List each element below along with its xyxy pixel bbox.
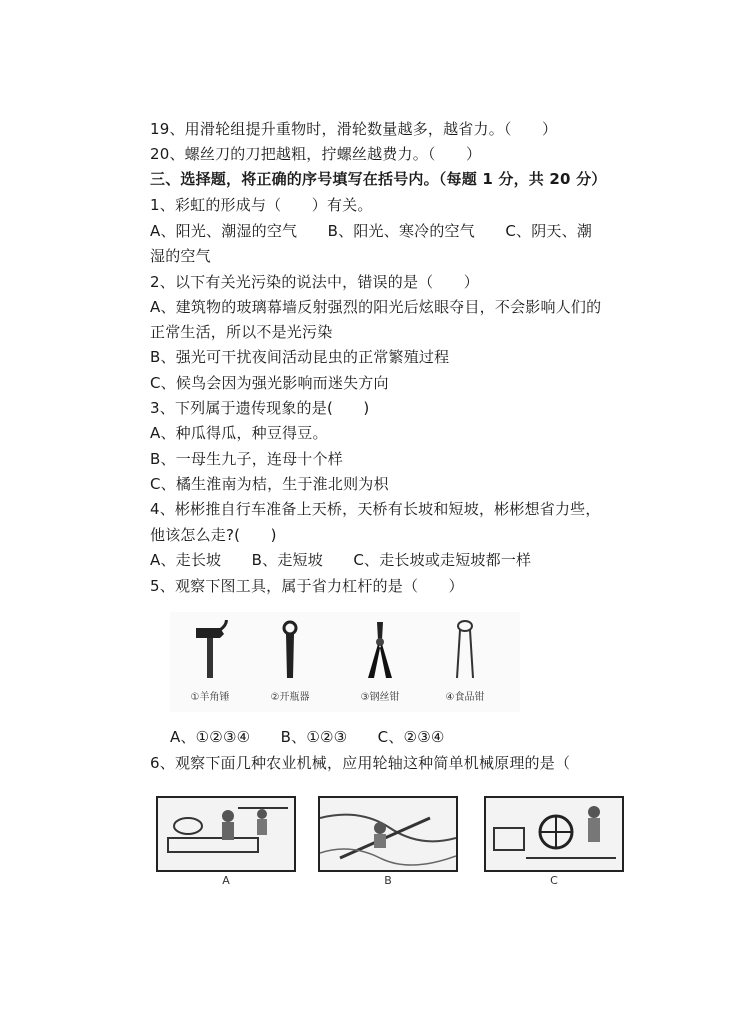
tool-caption: ②开瓶器 bbox=[270, 692, 310, 703]
machine-b-label: B bbox=[384, 874, 392, 887]
choice-3-option-c: C、橘生淮南为桔，生于淮北则为枳 bbox=[150, 475, 389, 493]
section-3-heading: 三、选择题，将正确的序号填写在括号内。（每题 1 分，共 20 分） bbox=[150, 170, 607, 188]
machine-c bbox=[484, 790, 624, 892]
question-19: 19、用滑轮组提升重物时，滑轮数量越多，越省力。（ ） bbox=[150, 120, 558, 138]
machine-a-illustration bbox=[156, 796, 296, 872]
choice-4-options: A、走长坡 B、走短坡 C、走长坡或走短坡都一样 bbox=[150, 551, 532, 569]
pliers-icon bbox=[360, 620, 400, 680]
tool-claw-hammer bbox=[170, 612, 250, 712]
choice-question-4-cont: 他该怎么走?( ) bbox=[150, 526, 277, 544]
choice-5-options: A、①②③④ B、①②③ C、②③④ bbox=[170, 728, 445, 746]
choice-question-3: 3、下列属于遗传现象的是( ) bbox=[150, 399, 370, 417]
question-20: 20、螺丝刀的刀把越粗，拧螺丝越费力。（ ） bbox=[150, 145, 482, 163]
choice-2-option-a: A、建筑物的玻璃幕墙反射强烈的阳光后炫眼夺目，不会影响人们的 bbox=[150, 298, 602, 316]
machines-figure bbox=[152, 790, 640, 892]
claw-hammer-icon bbox=[190, 620, 230, 680]
machine-b-illustration bbox=[318, 796, 458, 872]
choice-2-option-c: C、候鸟会因为强光影响而迷失方向 bbox=[150, 374, 389, 392]
choice-question-6: 6、观察下面几种农业机械，应用轮轴这种简单机械原理的是（ bbox=[150, 754, 571, 772]
choice-1-options: A、阳光、潮湿的空气 B、阳光、寒冷的空气 C、阴天、潮 bbox=[150, 222, 593, 240]
machine-a bbox=[156, 790, 296, 892]
choice-question-4: 4、彬彬推自行车准备上天桥，天桥有长坡和短坡，彬彬想省力些， bbox=[150, 500, 601, 518]
bottle-opener-icon bbox=[270, 620, 310, 680]
tool-pliers bbox=[340, 612, 420, 712]
choice-1-options-cont: 湿的空气 bbox=[150, 247, 211, 265]
food-tongs-icon bbox=[445, 620, 485, 680]
tool-bottle-opener bbox=[250, 612, 330, 712]
tool-caption: ①羊角锤 bbox=[190, 692, 230, 703]
choice-2-option-b: B、强光可干扰夜间活动昆虫的正常繁殖过程 bbox=[150, 348, 450, 366]
machine-c-label: C bbox=[550, 874, 558, 887]
choice-question-5: 5、观察下图工具，属于省力杠杆的是（ ） bbox=[150, 577, 464, 595]
tool-food-tongs bbox=[425, 612, 505, 712]
choice-3-option-b: B、一母生九子，连母十个样 bbox=[150, 450, 343, 468]
tool-caption: ③钢丝钳 bbox=[360, 692, 400, 703]
machine-a-label: A bbox=[222, 874, 230, 887]
machine-c-illustration bbox=[484, 796, 624, 872]
choice-question-1: 1、彩虹的形成与（ ）有关。 bbox=[150, 196, 373, 214]
tool-caption: ④食品钳 bbox=[445, 692, 485, 703]
machine-b bbox=[318, 790, 458, 892]
tools-figure bbox=[170, 612, 520, 712]
choice-2-option-a-cont: 正常生活，所以不是光污染 bbox=[150, 323, 333, 341]
choice-question-2: 2、以下有关光污染的说法中，错误的是（ ） bbox=[150, 273, 479, 291]
choice-3-option-a: A、种瓜得瓜，种豆得豆。 bbox=[150, 424, 328, 442]
